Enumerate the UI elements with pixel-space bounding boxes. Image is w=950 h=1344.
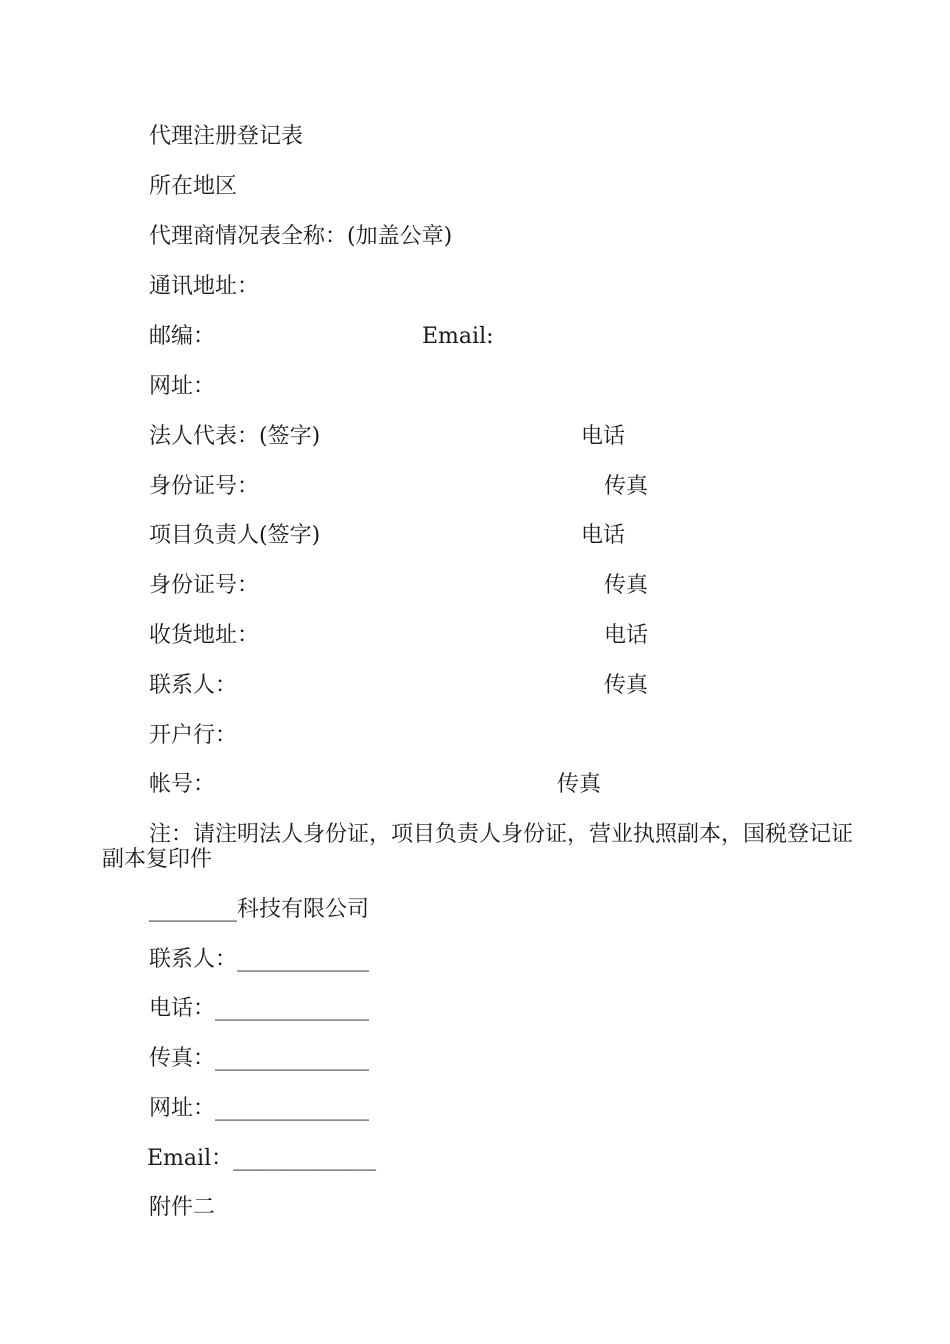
company-name: ________科技有限公司	[149, 897, 370, 922]
account-fax-label: 传真	[557, 772, 602, 797]
project-lead-fax-label: 传真	[604, 573, 649, 598]
delivery-phone-label: 电话	[604, 623, 649, 648]
contact-fax-label: 传真	[604, 673, 649, 698]
full-name-label: 代理商情况表全称：(加盖公章)	[149, 224, 453, 249]
legal-rep-fax-label: 传真	[604, 474, 649, 499]
postcode-label: 邮编：	[149, 324, 216, 349]
company-phone: 电话：______________	[149, 996, 370, 1021]
company-contact: 联系人：____________	[149, 947, 370, 972]
attachment-label: 附件二	[149, 1195, 216, 1220]
legal-rep-phone-label: 电话	[581, 424, 626, 449]
legal-rep-label: 法人代表：(签字)	[149, 424, 321, 449]
bank-label: 开户行：	[149, 723, 238, 748]
company-website: 网址：______________	[149, 1096, 370, 1121]
delivery-address-label: 收货地址：	[149, 623, 260, 648]
id-number-label: 身份证号：	[149, 474, 260, 499]
company-email: Email：_____________	[147, 1146, 377, 1171]
address-label: 通讯地址：	[149, 274, 260, 299]
account-label: 帐号：	[149, 772, 216, 797]
id-number-label-2: 身份证号：	[149, 573, 260, 598]
website-label: 网址：	[149, 374, 216, 399]
email-label: Email:	[422, 324, 494, 349]
form-title: 代理注册登记表	[149, 124, 304, 149]
company-fax: 传真：______________	[149, 1046, 370, 1071]
note-paragraph: 注：请注明法人身份证，项目负责人身份证，营业执照副本，国税登记证副本复印件	[102, 822, 854, 872]
project-lead-phone-label: 电话	[581, 523, 626, 548]
contact-person-label: 联系人：	[149, 673, 238, 698]
project-lead-label: 项目负责人(签字)	[149, 523, 321, 548]
region-label: 所在地区	[149, 174, 238, 199]
